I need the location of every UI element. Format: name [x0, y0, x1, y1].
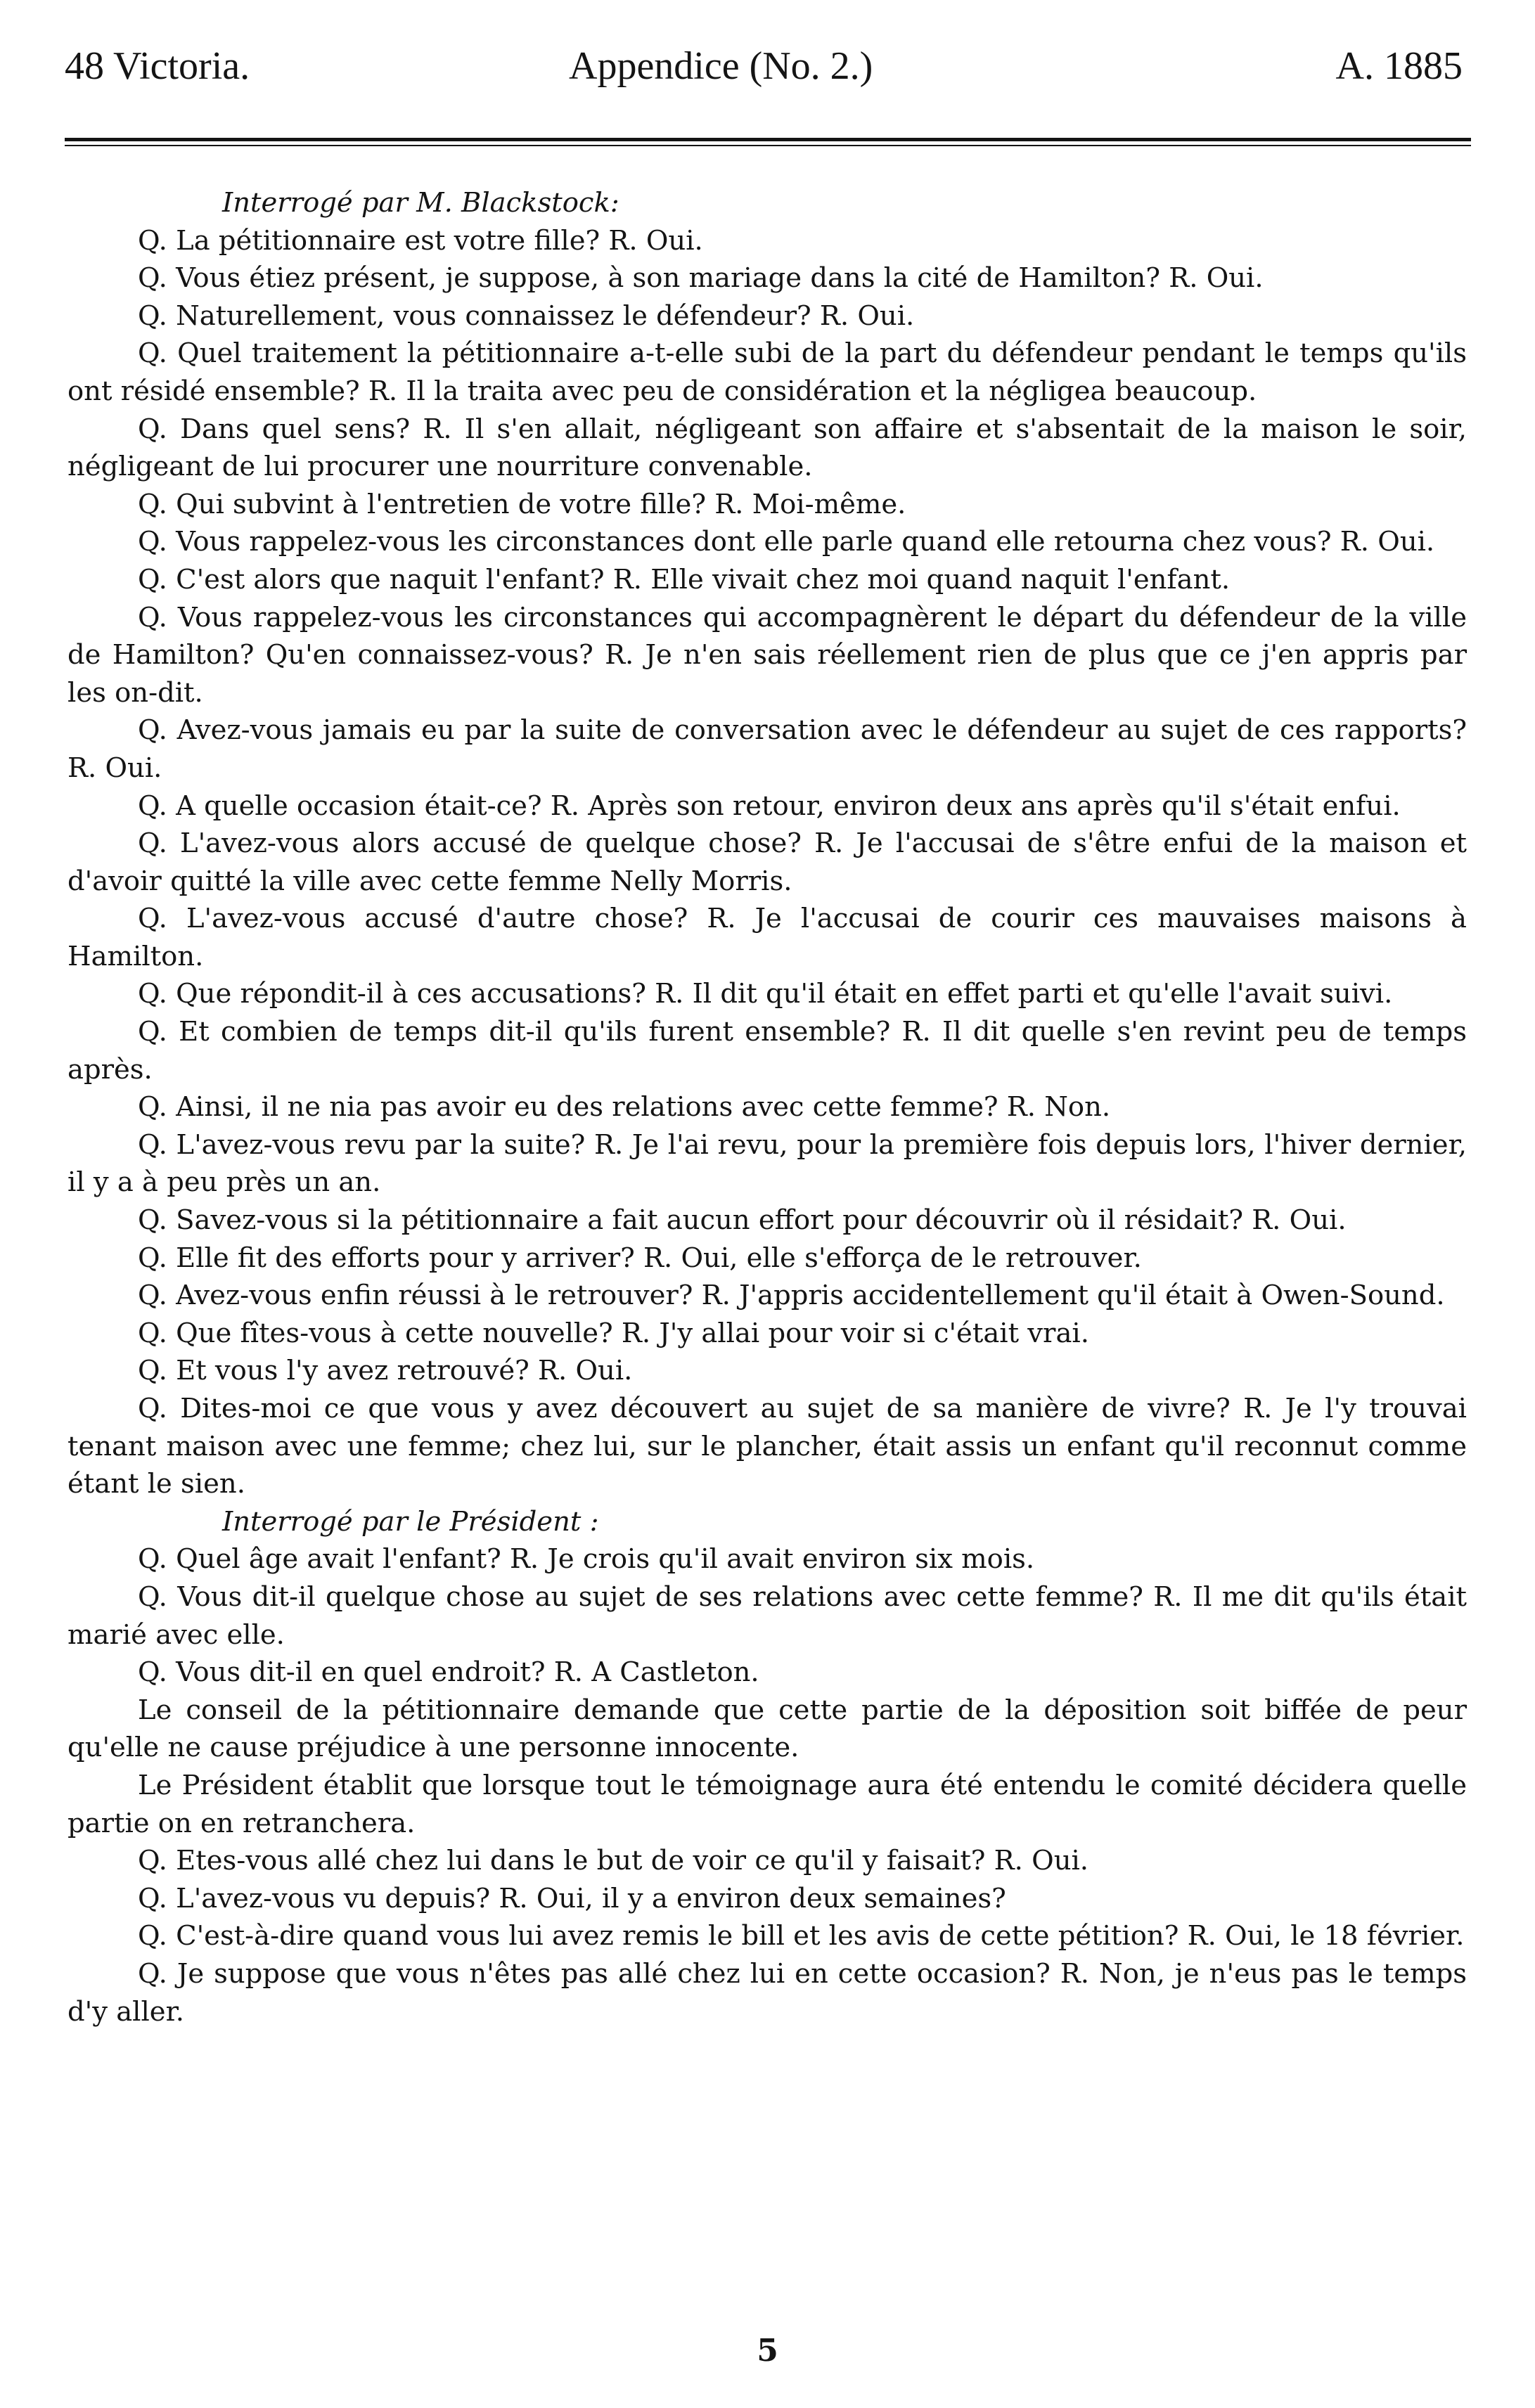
testimony-paragraph: Q. L'avez-vous revu par la suite? R. Je l'ai revu, pour la première fois depuis lors, l'hiver dernier, il y a à peu près un an.	[68, 1128, 1467, 1199]
page-header	[65, 44, 1471, 100]
testimony-paragraph: Q. Quel âge avait l'enfant? R. Je crois qu'il avait environ six mois.	[138, 1543, 1035, 1576]
testimony-paragraph: Q. Qui subvint à l'entretien de votre fille? R. Moi-même.	[138, 488, 906, 520]
testimony-paragraph: Q. Avez-vous enfin réussi à le retrouver? R. J'appris accidentellement qu'il était à Owen-Sound.	[138, 1280, 1445, 1312]
header-year: A. 1885	[1335, 44, 1463, 88]
testimony-paragraph: Q. Que répondit-il à ces accusations? R. Il dit qu'il était en effet parti et qu'elle l'avait suivi.	[138, 978, 1393, 1010]
testimony-paragraph: Q. Vous étiez présent, je suppose, à son mariage dans la cité de Hamilton? R. Oui.	[138, 262, 1264, 295]
testimony-paragraph: Le Président établit que lorsque tout le témoignage aura été entendu le comité décidera quelle partie on en retranchera.	[68, 1769, 1467, 1839]
testimony-paragraph: Q. L'avez-vous alors accusé de quelque chose? R. Je l'accusai de s'être enfui de la maison et d'avoir quitté la ville avec cette femme Nelly Morris.	[68, 828, 1467, 897]
testimony-paragraph: Q. Dites-moi ce que vous y avez découvert au sujet de sa manière de vivre? R. Je l'y trouvai tenant maison avec une femme; chez lui, sur le plancher, était assis un enfant qu'il reconnut comme étant le sien.	[68, 1393, 1467, 1500]
testimony-paragraph: Q. Et vous l'y avez retrouvé? R. Oui.	[138, 1355, 633, 1387]
testimony-paragraph: Q. Etes-vous allé chez lui dans le but de voir ce qu'il y faisait? R. Oui.	[138, 1845, 1089, 1877]
testimony-paragraph: Q. Elle fit des efforts pour y arriver? R. Oui, elle s'efforça de le retrouver.	[138, 1242, 1142, 1274]
testimony-paragraph: Q. Vous dit-il en quel endroit? R. A Castleton.	[138, 1656, 759, 1689]
testimony-paragraph: Q. Quel traitement la pétitionnaire a-t-elle subi de la part du défendeur pendant le temps qu'ils ont résidé ensemble? R. Il la traita avec peu de considération et la négligea beaucoup.	[68, 337, 1467, 407]
testimony-paragraph: Q. Dans quel sens? R. Il s'en allait, négligeant son affaire et s'absentait de la maison le soir, négligeant de lui procurer une nourriture convenable.	[68, 413, 1467, 483]
testimony-paragraph: Q. Ainsi, il ne nia pas avoir eu des relations avec cette femme? R. Non.	[138, 1091, 1111, 1123]
page-number: 5	[757, 2333, 778, 2369]
header-rule-thin	[65, 145, 1471, 146]
testimony-paragraph: Q. Naturellement, vous connaissez le défendeur? R. Oui.	[138, 300, 915, 332]
testimony-paragraph: Q. Je suppose que vous n'êtes pas allé chez lui en cette occasion? R. Non, je n'eus pas le temps d'y aller.	[68, 1957, 1467, 2028]
testimony-paragraph: Le conseil de la pétitionnaire demande que cette partie de la déposition soit biffée de peur qu'elle ne cause préjudice à une personne innocente.	[68, 1694, 1467, 1764]
testimony-paragraph: Q. Et combien de temps dit-il qu'ils furent ensemble? R. Il dit quelle s'en revint peu de temps après.	[68, 1016, 1467, 1086]
section-heading: Interrogé par le Président :	[222, 1505, 599, 1538]
testimony-paragraph: Q. Avez-vous jamais eu par la suite de conversation avec le défendeur au sujet de ces rapports? R. Oui.	[68, 714, 1467, 784]
testimony-paragraph: Q. Vous rappelez-vous les circonstances qui accompagnèrent le départ du défendeur de la ville de Hamilton? Qu'en connaissez-vous? R. Je n'en sais réellement rien de plus que ce j'en appris par les on-dit.	[68, 601, 1467, 709]
testimony-paragraph: Q. Que fîtes-vous à cette nouvelle? R. J'y allai pour voir si c'était vrai.	[138, 1317, 1089, 1349]
section-heading: Interrogé par M. Blackstock:	[222, 187, 619, 219]
header-rule-thick	[65, 138, 1471, 141]
testimony-paragraph: Q. Vous rappelez-vous les circonstances dont elle parle quand elle retourna chez vous? R. Oui.	[138, 526, 1435, 558]
testimony-paragraph: Q. C'est alors que naquit l'enfant? R. Elle vivait chez moi quand naquit l'enfant.	[138, 563, 1231, 595]
header-session: 48 Victoria.	[65, 44, 250, 88]
testimony-body	[68, 184, 1467, 2030]
testimony-paragraph: Q. Vous dit-il quelque chose au sujet de ses relations avec cette femme? R. Il me dit qu'ils était marié avec elle.	[68, 1580, 1467, 1651]
testimony-paragraph: Q. C'est-à-dire quand vous lui avez remis le bill et les avis de cette pétition? R. Oui, le 18 février.	[138, 1920, 1465, 1952]
testimony-paragraph: Q. A quelle occasion était-ce? R. Après son retour, environ deux ans après qu'il s'était enfui.	[138, 790, 1401, 822]
testimony-paragraph: Q. L'avez-vous accusé d'autre chose? R. Je l'accusai de courir ces mauvaises maisons à Hamilton.	[68, 903, 1467, 972]
testimony-paragraph: Q. Savez-vous si la pétitionnaire a fait aucun effort pour découvrir où il résidait? R. Oui.	[138, 1204, 1347, 1237]
testimony-paragraph: Q. L'avez-vous vu depuis? R. Oui, il y a environ deux semaines?	[138, 1882, 1006, 1914]
testimony-paragraph: Q. La pétitionnaire est votre fille? R. Oui.	[138, 224, 703, 257]
header-appendix: Appendice (No. 2.)	[569, 44, 873, 88]
